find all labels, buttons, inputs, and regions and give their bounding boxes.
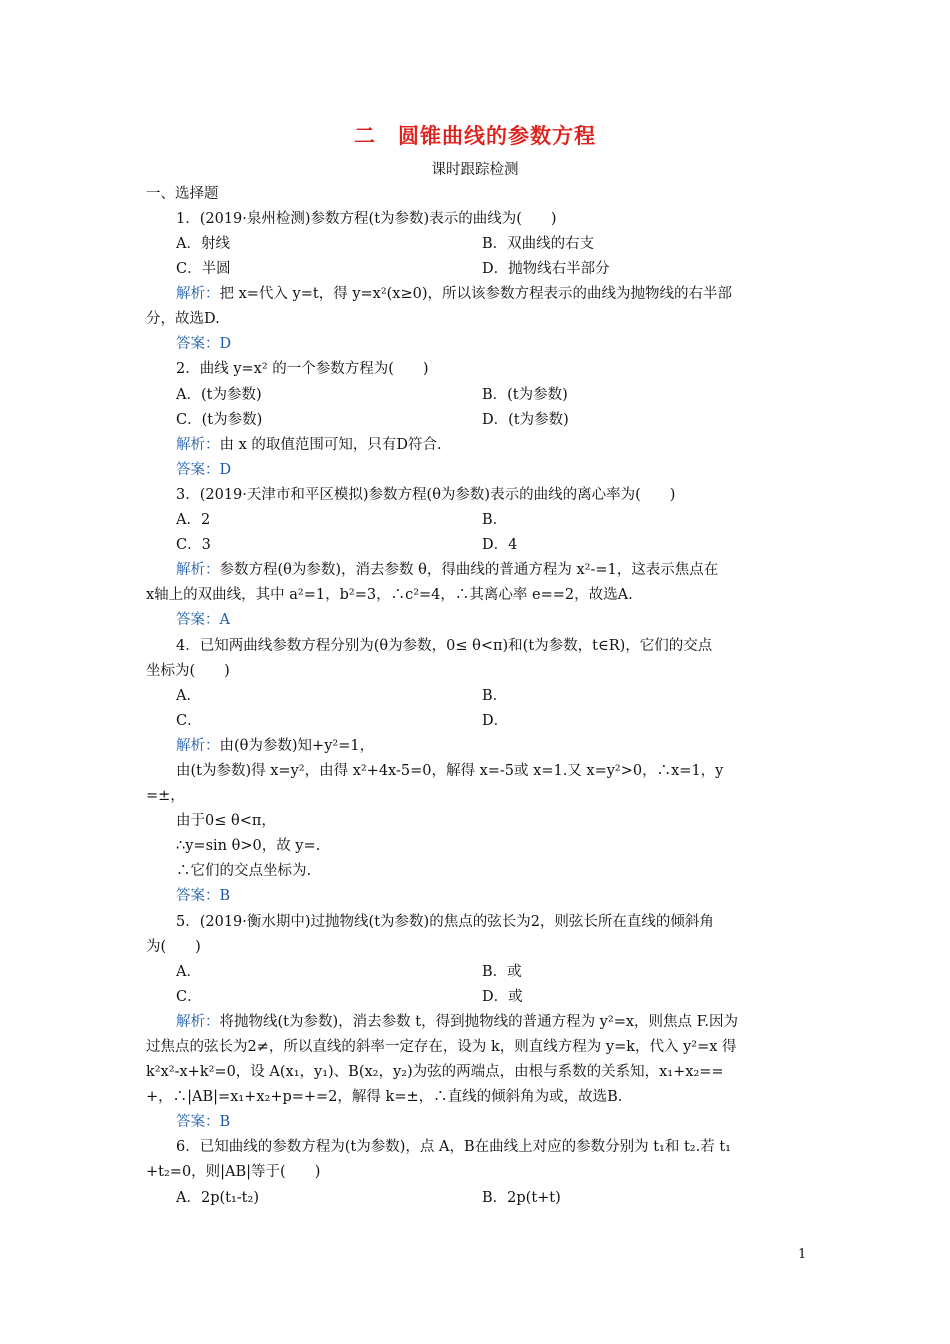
q4-stem-line-2: 坐标为( ) — [146, 663, 230, 679]
q6-option-b: B．2p(t+t) — [482, 1190, 561, 1206]
q5-solution-text: 将抛物线(t为参数)，消去参数 t，得到抛物线的普通方程为 y²=x，则焦点 F.因为 — [219, 1014, 739, 1030]
q5-stem-line-1: 5．(2019·衡水期中)过抛物线(t为参数)的焦点的弦长为2，则弦长所在直线的倾斜角 — [176, 914, 714, 930]
q4-option-c: C． — [176, 713, 202, 729]
q5-solution-line-1 — [176, 1012, 738, 1032]
q3-answer: 答案：A — [176, 612, 230, 628]
q4-solution-line-1 — [176, 736, 374, 756]
q4-option-d: D． — [482, 713, 509, 729]
q4-solution-text: 由(θ为参数)知+y²=1， — [219, 738, 375, 754]
solution-label: 解析： — [176, 437, 220, 453]
solution-label: 解析： — [176, 1014, 220, 1030]
q2-option-b: B．(t为参数) — [482, 387, 568, 403]
q1-stem: 1．(2019·泉州检测)参数方程(t为参数)表示的曲线为( ) — [176, 211, 557, 227]
q4-solution-line-5: ∴y=sin θ>0，故 y=. — [176, 838, 321, 854]
q2-solution-text: 由 x 的取值范围可知，只有D符合. — [219, 437, 442, 453]
q1-solution-text: 把 x=代入 y=t，得 y=x²(x≥0)，所以该参数方程表示的曲线为抛物线的右半部 — [219, 286, 733, 302]
q4-option-b: B． — [482, 688, 508, 704]
q5-answer: 答案：B — [176, 1114, 231, 1130]
q5-solution-line-3: k²x²-x+k²=0，设 A(x₁，y₁)、B(x₂，y₂)为弦的两端点，由根与系数的关系知，x₁+x₂== — [146, 1064, 724, 1080]
q1-solution-line-2: 分，故选D. — [146, 311, 220, 327]
q5-option-a: A． — [176, 964, 201, 980]
q5-solution-line-4: +，∴|AB|=x₁+x₂+p=+=2，解得 k=±，∴直线的倾斜角为或，故选B. — [146, 1089, 623, 1105]
q3-solution-text: 参数方程(θ为参数)，消去参数 θ，得曲线的普通方程为 x²-=1，这表示焦点在 — [219, 562, 719, 578]
solution-label: 解析： — [176, 562, 220, 578]
q6-stem-line-1: 6．已知曲线的参数方程为(t为参数)，点 A，B在曲线上对应的参数分别为 t₁和 t₂.若 t₁ — [176, 1139, 731, 1155]
solution-label: 解析： — [176, 286, 220, 302]
q4-solution-line-6: ∴它们的交点坐标为. — [176, 863, 312, 879]
q2-option-c: C．(t为参数) — [176, 412, 263, 428]
q3-option-a: A．2 — [176, 512, 211, 528]
q1-option-d: D．抛物线右半部分 — [482, 261, 610, 277]
q4-stem-line-1: 4．已知两曲线参数方程分别为(θ为参数，0≤ θ<π)和(t为参数，t∈R)，它们的交点 — [176, 638, 713, 654]
q5-option-d: D．或 — [482, 989, 523, 1005]
q4-option-a: A． — [176, 688, 201, 704]
section-heading: 一、选择题 — [146, 186, 219, 202]
q4-solution-line-4: 由于0≤ θ<π， — [176, 813, 276, 829]
q2-stem: 2．曲线 y=x² 的一个参数方程为( ) — [176, 361, 429, 377]
title-number: 二 — [354, 124, 376, 148]
q3-stem: 3．(2019·天津市和平区模拟)参数方程(θ为参数)表示的曲线的离心率为( ) — [176, 487, 676, 503]
q4-solution-line-3: =±， — [146, 788, 185, 804]
q2-solution-line-1 — [176, 435, 442, 455]
q1-option-b: B．双曲线的右支 — [482, 236, 595, 252]
q4-answer: 答案：B — [176, 888, 231, 904]
q2-answer: 答案：D — [176, 462, 232, 478]
title-text: 圆锥曲线的参数方程 — [398, 124, 596, 148]
q5-option-c: C． — [176, 989, 202, 1005]
q3-option-c: C．3 — [176, 537, 211, 553]
q3-option-b: B． — [482, 512, 508, 528]
page-subtitle: 课时跟踪检测 — [431, 162, 519, 178]
q3-option-d: D．4 — [482, 537, 518, 553]
q3-solution-line-1 — [176, 560, 718, 580]
q5-option-b: B．或 — [482, 964, 522, 980]
q1-option-a: A．射线 — [176, 236, 230, 252]
page-title — [0, 120, 950, 150]
q5-stem-line-2: 为( ) — [146, 939, 201, 955]
q5-solution-line-2: 过焦点的弦长为2≠，所以直线的斜率一定存在，设为 k，则直线方程为 y=k，代入 y²=x 得 — [146, 1039, 737, 1055]
q3-solution-line-2: x轴上的双曲线，其中 a²=1，b²=3，∴c²=4，∴其离心率 e==2，故选A. — [146, 587, 633, 603]
q1-option-c: C．半圆 — [176, 261, 231, 277]
q2-option-a: A．(t为参数) — [176, 387, 262, 403]
q4-solution-line-2: 由(t为参数)得 x=y²，由得 x²+4x-5=0，解得 x=-5或 x=1.又 x=y²>0，∴x=1，y — [176, 763, 724, 779]
page-number: 1 — [798, 1247, 807, 1262]
q6-option-a: A．2p(t₁-t₂) — [176, 1190, 259, 1206]
q1-answer: 答案：D — [176, 336, 232, 352]
q2-option-d: D．(t为参数) — [482, 412, 569, 428]
q1-solution-line-1 — [176, 284, 732, 304]
solution-label: 解析： — [176, 738, 220, 754]
q6-stem-line-2: +t₂=0，则|AB|等于( ) — [146, 1164, 321, 1180]
